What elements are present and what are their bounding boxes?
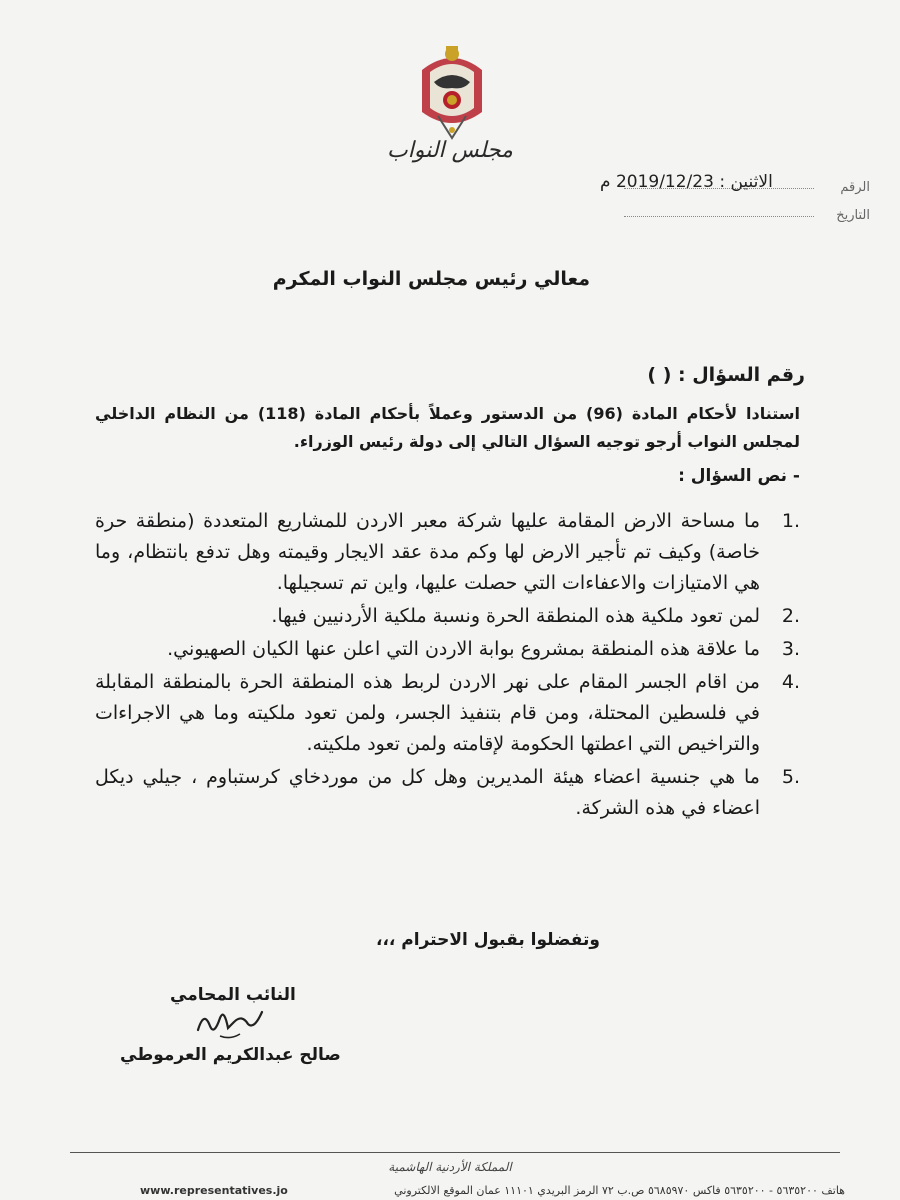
item-text: لمن تعود ملكية هذه المنطقة الحرة ونسبة ملكية الأردنيين فيها. xyxy=(271,605,760,627)
list-item xyxy=(95,634,800,665)
item-text: ما مساحة الارض المقامة عليها شركة معبر الاردن للمشاريع المتعددة (منطقة حرة خاصة) وكيف تم تأجير الارض لها وكم مدة عقد الايجار وقيمته وهل تدفع بانتظام، وما هي الامتيازات والاعفاءات التي حصلت عليها، واين تم تسجيلها. xyxy=(95,510,760,594)
section-heading: - نص السؤال : xyxy=(678,466,800,486)
reference-label: الرقم xyxy=(840,180,870,195)
addressee: معالي رئيس مجلس النواب المكرم xyxy=(272,268,590,290)
question-number: رقم السؤال : ( ) xyxy=(647,364,805,386)
reference-field xyxy=(624,180,870,195)
footer-website: www.representatives.jo xyxy=(140,1184,288,1197)
footer-divider xyxy=(70,1152,840,1153)
item-text: من اقام الجسر المقام على نهر الاردن لربط هذه المنطقة الحرة بالمنطقة المقابلة في فلسطين المحتلة، ومن قام بتنفيذ الجسر، ولمن تعود ملكيته وما هي الاجراءات والتراخيص التي اعطتها الحكومة لإقامته ولمن تعود ملكيته. xyxy=(95,671,760,755)
list-item xyxy=(95,667,800,760)
signer-title: النائب المحامي xyxy=(170,985,296,1005)
item-number: 2. xyxy=(781,605,800,627)
item-text: ما علاقة هذه المنطقة بمشروع بوابة الاردن التي اعلن عنها الكيان الصهيوني. xyxy=(167,638,760,660)
list-item xyxy=(95,601,800,632)
item-number: 3. xyxy=(781,638,800,660)
footer-contact: هاتف ٥٦٣٥٢٠٠ - ٥٦٣٥٢٠٠ فاكس ٥٦٨٥٩٧٠ ص.ب ٧٢ الرمز البريدي ١١١٠١ عمان الموقع الالكتروني xyxy=(394,1184,845,1197)
date-label: التاريخ xyxy=(836,208,870,223)
signature-icon xyxy=(190,1000,270,1045)
item-text: ما هي جنسية اعضاء هيئة المديرين وهل كل من موردخاي كرستباوم ، جيلي ديكل اعضاء في هذه الشركة. xyxy=(95,766,760,819)
reference-line xyxy=(624,187,814,189)
letter-date: الاثنين : 2019/12/23 م xyxy=(600,172,773,192)
coat-of-arms-icon xyxy=(412,42,492,142)
list-item xyxy=(95,762,800,824)
date-line xyxy=(624,215,814,217)
item-number: 4. xyxy=(781,671,800,693)
intro-paragraph: استنادا لأحكام المادة (96) من الدستور وعملاً بأحكام المادة (118) من النظام الداخلي لمجلس النواب أرجو توجيه السؤال التالي إلى دولة رئيس الوزراء. xyxy=(95,404,801,451)
item-number: 1. xyxy=(781,510,800,532)
list-item xyxy=(95,506,800,599)
signer-name: صالح عبدالكريم العرموطي xyxy=(120,1045,341,1065)
item-number: 5. xyxy=(781,766,800,788)
closing-line: وتفضلوا بقبول الاحترام ،،، xyxy=(376,930,600,950)
date-field xyxy=(624,208,870,223)
questions-list xyxy=(95,506,800,826)
footer-kingdom: المملكة الأردنية الهاشمية xyxy=(388,1160,512,1174)
council-name: مجلس النواب xyxy=(387,138,513,163)
